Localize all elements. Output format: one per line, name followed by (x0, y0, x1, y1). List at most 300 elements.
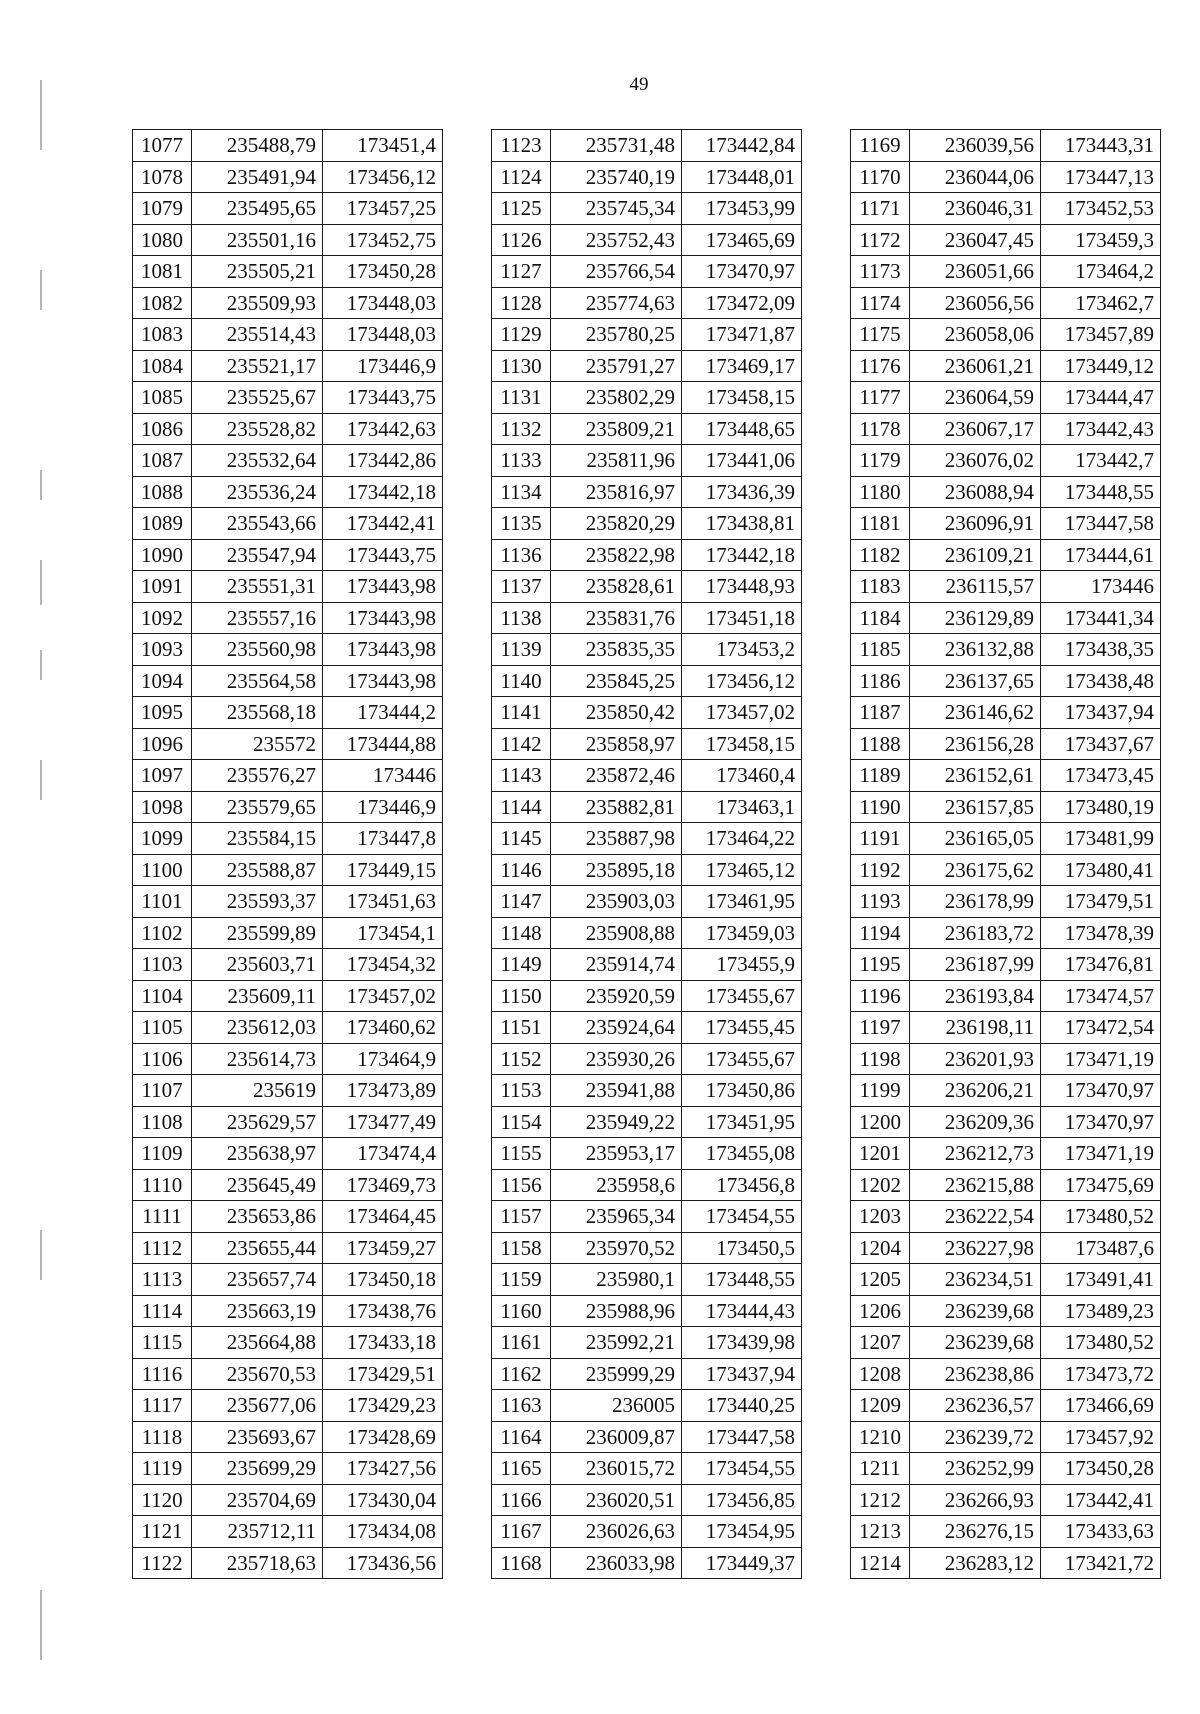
point-number-cell: 1158 (492, 1232, 551, 1264)
table-row (492, 1295, 802, 1327)
x-coordinate-cell: 235576,27 (192, 760, 323, 792)
table-row (492, 130, 802, 162)
x-coordinate-cell: 235718,63 (192, 1547, 323, 1579)
y-coordinate-cell: 173453,2 (682, 634, 802, 666)
x-coordinate-cell: 235572 (192, 728, 323, 760)
x-coordinate-cell: 236175,62 (910, 854, 1041, 886)
table-row (492, 1264, 802, 1296)
table-row (851, 413, 1161, 445)
point-number-cell: 1187 (851, 697, 910, 729)
table-row (851, 1012, 1161, 1044)
x-coordinate-cell: 236238,86 (910, 1358, 1041, 1390)
x-coordinate-cell: 236152,61 (910, 760, 1041, 792)
y-coordinate-cell: 173442,18 (323, 476, 443, 508)
table-row (133, 539, 443, 571)
point-number-cell: 1204 (851, 1232, 910, 1264)
y-coordinate-cell: 173451,63 (323, 886, 443, 918)
table-row (851, 539, 1161, 571)
table-row (133, 949, 443, 981)
x-coordinate-cell: 236009,87 (551, 1421, 682, 1453)
y-coordinate-cell: 173447,58 (682, 1421, 802, 1453)
table-row (851, 665, 1161, 697)
point-number-cell: 1154 (492, 1106, 551, 1138)
scan-artifact (40, 1230, 42, 1280)
y-coordinate-cell: 173448,65 (682, 413, 802, 445)
x-coordinate-cell: 235949,22 (551, 1106, 682, 1138)
x-coordinate-cell: 235514,43 (192, 319, 323, 351)
y-coordinate-cell: 173480,52 (1041, 1201, 1161, 1233)
point-number-cell: 1206 (851, 1295, 910, 1327)
y-coordinate-cell: 173430,04 (323, 1484, 443, 1516)
x-coordinate-cell: 235999,29 (551, 1358, 682, 1390)
x-coordinate-cell: 235988,96 (551, 1295, 682, 1327)
y-coordinate-cell: 173462,7 (1041, 287, 1161, 319)
y-coordinate-cell: 173450,86 (682, 1075, 802, 1107)
table-row (492, 1012, 802, 1044)
x-coordinate-cell: 235560,98 (192, 634, 323, 666)
y-coordinate-cell: 173444,88 (323, 728, 443, 760)
table-row (851, 1484, 1161, 1516)
point-number-cell: 1130 (492, 350, 551, 382)
y-coordinate-cell: 173448,55 (682, 1264, 802, 1296)
y-coordinate-cell: 173454,95 (682, 1516, 802, 1548)
y-coordinate-cell: 173447,58 (1041, 508, 1161, 540)
point-number-cell: 1102 (133, 917, 192, 949)
point-number-cell: 1082 (133, 287, 192, 319)
point-number-cell: 1121 (133, 1516, 192, 1548)
y-coordinate-cell: 173446,9 (323, 791, 443, 823)
x-coordinate-cell: 235657,74 (192, 1264, 323, 1296)
x-coordinate-cell: 236015,72 (551, 1453, 682, 1485)
y-coordinate-cell: 173475,69 (1041, 1169, 1161, 1201)
y-coordinate-cell: 173438,35 (1041, 634, 1161, 666)
x-coordinate-cell: 236115,57 (910, 571, 1041, 603)
table-row (492, 760, 802, 792)
y-coordinate-cell: 173448,01 (682, 161, 802, 193)
x-coordinate-cell: 236187,99 (910, 949, 1041, 981)
point-number-cell: 1209 (851, 1390, 910, 1422)
y-coordinate-cell: 173454,55 (682, 1453, 802, 1485)
point-number-cell: 1192 (851, 854, 910, 886)
table-row (492, 287, 802, 319)
table-row (133, 382, 443, 414)
y-coordinate-cell: 173489,23 (1041, 1295, 1161, 1327)
x-coordinate-cell: 235850,42 (551, 697, 682, 729)
point-number-cell: 1127 (492, 256, 551, 288)
y-coordinate-cell: 173464,45 (323, 1201, 443, 1233)
x-coordinate-cell: 235599,89 (192, 917, 323, 949)
y-coordinate-cell: 173487,6 (1041, 1232, 1161, 1264)
y-coordinate-cell: 173471,19 (1041, 1043, 1161, 1075)
point-number-cell: 1181 (851, 508, 910, 540)
x-coordinate-cell: 235745,34 (551, 193, 682, 225)
table-row (851, 319, 1161, 351)
table-row (133, 508, 443, 540)
x-coordinate-cell: 236047,45 (910, 224, 1041, 256)
table-row (492, 350, 802, 382)
y-coordinate-cell: 173459,27 (323, 1232, 443, 1264)
x-coordinate-cell: 235965,34 (551, 1201, 682, 1233)
table-row (851, 508, 1161, 540)
x-coordinate-cell: 235547,94 (192, 539, 323, 571)
x-coordinate-cell: 236033,98 (551, 1547, 682, 1579)
y-coordinate-cell: 173456,12 (682, 665, 802, 697)
x-coordinate-cell: 235908,88 (551, 917, 682, 949)
point-number-cell: 1123 (492, 130, 551, 162)
x-coordinate-cell: 236165,05 (910, 823, 1041, 855)
y-coordinate-cell: 173469,73 (323, 1169, 443, 1201)
y-coordinate-cell: 173443,98 (323, 571, 443, 603)
x-coordinate-cell: 235802,29 (551, 382, 682, 414)
point-number-cell: 1182 (851, 539, 910, 571)
y-coordinate-cell: 173449,12 (1041, 350, 1161, 382)
x-coordinate-cell: 235584,15 (192, 823, 323, 855)
table-row (492, 602, 802, 634)
point-number-cell: 1126 (492, 224, 551, 256)
y-coordinate-cell: 173442,7 (1041, 445, 1161, 477)
y-coordinate-cell: 173446 (323, 760, 443, 792)
point-number-cell: 1184 (851, 602, 910, 634)
x-coordinate-cell: 235858,97 (551, 728, 682, 760)
point-number-cell: 1105 (133, 1012, 192, 1044)
table-row (133, 760, 443, 792)
x-coordinate-cell: 235543,66 (192, 508, 323, 540)
x-coordinate-cell: 235536,24 (192, 476, 323, 508)
y-coordinate-cell: 173434,08 (323, 1516, 443, 1548)
y-coordinate-cell: 173476,81 (1041, 949, 1161, 981)
point-number-cell: 1086 (133, 413, 192, 445)
x-coordinate-cell: 235664,88 (192, 1327, 323, 1359)
table-row (492, 445, 802, 477)
point-number-cell: 1165 (492, 1453, 551, 1485)
table-row (492, 382, 802, 414)
table-row (133, 350, 443, 382)
x-coordinate-cell: 236209,36 (910, 1106, 1041, 1138)
y-coordinate-cell: 173440,25 (682, 1390, 802, 1422)
y-coordinate-cell: 173454,32 (323, 949, 443, 981)
x-coordinate-cell: 236206,21 (910, 1075, 1041, 1107)
coordinates-table-1 (132, 129, 443, 1579)
table-row (133, 476, 443, 508)
y-coordinate-cell: 173429,51 (323, 1358, 443, 1390)
table-row (133, 917, 443, 949)
point-number-cell: 1119 (133, 1453, 192, 1485)
table-row (133, 1358, 443, 1390)
table-row (851, 980, 1161, 1012)
y-coordinate-cell: 173455,45 (682, 1012, 802, 1044)
x-coordinate-cell: 235958,6 (551, 1169, 682, 1201)
x-coordinate-cell: 235588,87 (192, 854, 323, 886)
x-coordinate-cell: 235887,98 (551, 823, 682, 855)
point-number-cell: 1106 (133, 1043, 192, 1075)
table-row (851, 1201, 1161, 1233)
table-row (492, 1358, 802, 1390)
x-coordinate-cell: 235831,76 (551, 602, 682, 634)
y-coordinate-cell: 173457,25 (323, 193, 443, 225)
table-row (133, 854, 443, 886)
y-coordinate-cell: 173457,02 (323, 980, 443, 1012)
table-row (851, 1075, 1161, 1107)
table-row (133, 1327, 443, 1359)
point-number-cell: 1084 (133, 350, 192, 382)
y-coordinate-cell: 173443,98 (323, 634, 443, 666)
point-number-cell: 1172 (851, 224, 910, 256)
x-coordinate-cell: 236193,84 (910, 980, 1041, 1012)
table-row (492, 539, 802, 571)
x-coordinate-cell: 236215,88 (910, 1169, 1041, 1201)
table-row (492, 1516, 802, 1548)
y-coordinate-cell: 173456,8 (682, 1169, 802, 1201)
table-row (851, 1232, 1161, 1264)
scan-artifact (40, 650, 42, 680)
y-coordinate-cell: 173464,22 (682, 823, 802, 855)
scan-artifact (40, 270, 42, 310)
y-coordinate-cell: 173459,3 (1041, 224, 1161, 256)
point-number-cell: 1108 (133, 1106, 192, 1138)
y-coordinate-cell: 173464,9 (323, 1043, 443, 1075)
table-row (133, 665, 443, 697)
x-coordinate-cell: 235882,81 (551, 791, 682, 823)
y-coordinate-cell: 173458,15 (682, 728, 802, 760)
table-row (133, 319, 443, 351)
x-coordinate-cell: 235528,82 (192, 413, 323, 445)
y-coordinate-cell: 173433,18 (323, 1327, 443, 1359)
table-row (492, 193, 802, 225)
x-coordinate-cell: 236252,99 (910, 1453, 1041, 1485)
point-number-cell: 1148 (492, 917, 551, 949)
table-row (851, 1264, 1161, 1296)
y-coordinate-cell: 173458,15 (682, 382, 802, 414)
y-coordinate-cell: 173460,4 (682, 760, 802, 792)
y-coordinate-cell: 173454,1 (323, 917, 443, 949)
table-row (492, 476, 802, 508)
point-number-cell: 1100 (133, 854, 192, 886)
point-number-cell: 1202 (851, 1169, 910, 1201)
y-coordinate-cell: 173465,69 (682, 224, 802, 256)
x-coordinate-cell: 235811,96 (551, 445, 682, 477)
x-coordinate-cell: 235941,88 (551, 1075, 682, 1107)
point-number-cell: 1153 (492, 1075, 551, 1107)
table-row (133, 161, 443, 193)
point-number-cell: 1167 (492, 1516, 551, 1548)
y-coordinate-cell: 173439,98 (682, 1327, 802, 1359)
point-number-cell: 1140 (492, 665, 551, 697)
table-row (492, 697, 802, 729)
y-coordinate-cell: 173451,4 (323, 130, 443, 162)
point-number-cell: 1179 (851, 445, 910, 477)
point-number-cell: 1091 (133, 571, 192, 603)
x-coordinate-cell: 236096,91 (910, 508, 1041, 540)
point-number-cell: 1166 (492, 1484, 551, 1516)
x-coordinate-cell: 236198,11 (910, 1012, 1041, 1044)
x-coordinate-cell: 235704,69 (192, 1484, 323, 1516)
point-number-cell: 1156 (492, 1169, 551, 1201)
point-number-cell: 1110 (133, 1169, 192, 1201)
table-row (133, 1043, 443, 1075)
table-row (492, 886, 802, 918)
x-coordinate-cell: 236146,62 (910, 697, 1041, 729)
y-coordinate-cell: 173437,67 (1041, 728, 1161, 760)
point-number-cell: 1180 (851, 476, 910, 508)
table-row (492, 1421, 802, 1453)
x-coordinate-cell: 235564,58 (192, 665, 323, 697)
x-coordinate-cell: 235505,21 (192, 256, 323, 288)
point-number-cell: 1141 (492, 697, 551, 729)
x-coordinate-cell: 235924,64 (551, 1012, 682, 1044)
x-coordinate-cell: 235930,26 (551, 1043, 682, 1075)
point-number-cell: 1097 (133, 760, 192, 792)
point-number-cell: 1092 (133, 602, 192, 634)
y-coordinate-cell: 173457,92 (1041, 1421, 1161, 1453)
x-coordinate-cell: 235491,94 (192, 161, 323, 193)
y-coordinate-cell: 173474,4 (323, 1138, 443, 1170)
table-row (851, 602, 1161, 634)
point-number-cell: 1087 (133, 445, 192, 477)
y-coordinate-cell: 173477,49 (323, 1106, 443, 1138)
table-row (851, 634, 1161, 666)
y-coordinate-cell: 173438,81 (682, 508, 802, 540)
table-row (851, 287, 1161, 319)
table-row (851, 760, 1161, 792)
table-row (492, 728, 802, 760)
point-number-cell: 1094 (133, 665, 192, 697)
x-coordinate-cell: 236157,85 (910, 791, 1041, 823)
table-row (133, 823, 443, 855)
table-row (492, 256, 802, 288)
x-coordinate-cell: 235603,71 (192, 949, 323, 981)
y-coordinate-cell: 173461,95 (682, 886, 802, 918)
table-row (133, 728, 443, 760)
y-coordinate-cell: 173444,47 (1041, 382, 1161, 414)
table-row (492, 161, 802, 193)
y-coordinate-cell: 173447,8 (323, 823, 443, 855)
point-number-cell: 1096 (133, 728, 192, 760)
y-coordinate-cell: 173478,39 (1041, 917, 1161, 949)
point-number-cell: 1196 (851, 980, 910, 1012)
table-row (851, 224, 1161, 256)
point-number-cell: 1115 (133, 1327, 192, 1359)
y-coordinate-cell: 173443,75 (323, 539, 443, 571)
x-coordinate-cell: 236137,65 (910, 665, 1041, 697)
y-coordinate-cell: 173456,12 (323, 161, 443, 193)
y-coordinate-cell: 173448,03 (323, 287, 443, 319)
y-coordinate-cell: 173455,67 (682, 1043, 802, 1075)
y-coordinate-cell: 173453,99 (682, 193, 802, 225)
y-coordinate-cell: 173428,69 (323, 1421, 443, 1453)
point-number-cell: 1149 (492, 949, 551, 981)
point-number-cell: 1170 (851, 161, 910, 193)
point-number-cell: 1101 (133, 886, 192, 918)
x-coordinate-cell: 235609,11 (192, 980, 323, 1012)
y-coordinate-cell: 173454,55 (682, 1201, 802, 1233)
y-coordinate-cell: 173436,56 (323, 1547, 443, 1579)
table-row (851, 193, 1161, 225)
point-number-cell: 1177 (851, 382, 910, 414)
y-coordinate-cell: 173463,1 (682, 791, 802, 823)
y-coordinate-cell: 173437,94 (682, 1358, 802, 1390)
table-row (133, 1169, 443, 1201)
point-number-cell: 1078 (133, 161, 192, 193)
point-number-cell: 1162 (492, 1358, 551, 1390)
y-coordinate-cell: 173479,51 (1041, 886, 1161, 918)
table-row (133, 886, 443, 918)
x-coordinate-cell: 236132,88 (910, 634, 1041, 666)
point-number-cell: 1214 (851, 1547, 910, 1579)
table-row (851, 823, 1161, 855)
x-coordinate-cell: 235525,67 (192, 382, 323, 414)
point-number-cell: 1131 (492, 382, 551, 414)
coordinates-table-3 (850, 129, 1161, 1579)
y-coordinate-cell: 173447,13 (1041, 161, 1161, 193)
x-coordinate-cell: 236183,72 (910, 917, 1041, 949)
point-number-cell: 1112 (133, 1232, 192, 1264)
x-coordinate-cell: 235521,17 (192, 350, 323, 382)
table-row (851, 476, 1161, 508)
x-coordinate-cell: 235845,25 (551, 665, 682, 697)
point-number-cell: 1107 (133, 1075, 192, 1107)
x-coordinate-cell: 236005 (551, 1390, 682, 1422)
x-coordinate-cell: 235820,29 (551, 508, 682, 540)
point-number-cell: 1163 (492, 1390, 551, 1422)
table-row (851, 917, 1161, 949)
x-coordinate-cell: 235752,43 (551, 224, 682, 256)
point-number-cell: 1109 (133, 1138, 192, 1170)
table-row (133, 130, 443, 162)
y-coordinate-cell: 173449,37 (682, 1547, 802, 1579)
y-coordinate-cell: 173442,63 (323, 413, 443, 445)
point-number-cell: 1079 (133, 193, 192, 225)
table-row (492, 1232, 802, 1264)
point-number-cell: 1137 (492, 571, 551, 603)
x-coordinate-cell: 235619 (192, 1075, 323, 1107)
point-number-cell: 1174 (851, 287, 910, 319)
x-coordinate-cell: 235953,17 (551, 1138, 682, 1170)
y-coordinate-cell: 173441,06 (682, 445, 802, 477)
x-coordinate-cell: 235551,31 (192, 571, 323, 603)
point-number-cell: 1207 (851, 1327, 910, 1359)
table-row (133, 224, 443, 256)
x-coordinate-cell: 235663,19 (192, 1295, 323, 1327)
x-coordinate-cell: 236156,28 (910, 728, 1041, 760)
table-row (851, 949, 1161, 981)
x-coordinate-cell: 235509,93 (192, 287, 323, 319)
x-coordinate-cell: 235614,73 (192, 1043, 323, 1075)
point-number-cell: 1136 (492, 539, 551, 571)
y-coordinate-cell: 173421,72 (1041, 1547, 1161, 1579)
y-coordinate-cell: 173470,97 (1041, 1075, 1161, 1107)
table-row (133, 1138, 443, 1170)
x-coordinate-cell: 236266,93 (910, 1484, 1041, 1516)
y-coordinate-cell: 173450,5 (682, 1232, 802, 1264)
table-row (851, 1327, 1161, 1359)
table-row (492, 1169, 802, 1201)
table-row (133, 1295, 443, 1327)
table-row (492, 413, 802, 445)
x-coordinate-cell: 235920,59 (551, 980, 682, 1012)
table-row (492, 854, 802, 886)
y-coordinate-cell: 173455,67 (682, 980, 802, 1012)
table-row (492, 949, 802, 981)
table-row (492, 1327, 802, 1359)
x-coordinate-cell: 236239,68 (910, 1327, 1041, 1359)
point-number-cell: 1114 (133, 1295, 192, 1327)
point-number-cell: 1088 (133, 476, 192, 508)
table-row (492, 1453, 802, 1485)
point-number-cell: 1104 (133, 980, 192, 1012)
table-row (492, 1390, 802, 1422)
table-row (492, 980, 802, 1012)
y-coordinate-cell: 173480,52 (1041, 1327, 1161, 1359)
